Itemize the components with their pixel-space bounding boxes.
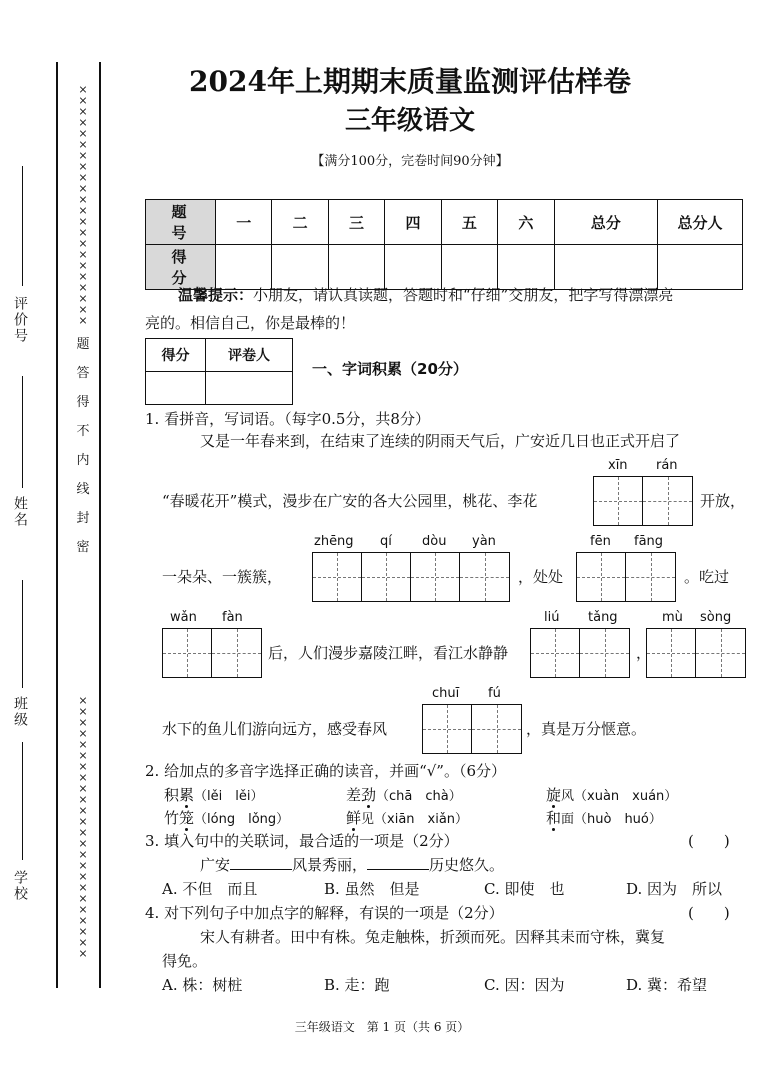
q1-prompt: 1. 看拼音，写词语。（每字0.5分，共8分） <box>145 410 430 428</box>
q1-passage-line-1: 又是一年春来到，在结束了连续的阴雨天气后，广安近几日也正式开启了 <box>200 432 681 450</box>
q2-item-1[interactable] <box>164 784 263 808</box>
seal-char: 封 <box>76 511 90 526</box>
score-table-col: 三 <box>328 200 384 245</box>
seal-char: 题 <box>76 337 90 352</box>
q3-sentence-part: 广安 <box>200 856 231 874</box>
q3-prompt: 3. 填入句中的关联词，最合适的一项是（2分） <box>145 832 459 850</box>
grader-table-score-header: 得分 <box>146 339 206 372</box>
pinyin-chui: chuī <box>432 686 460 701</box>
school-field[interactable] <box>22 742 23 860</box>
grader-table <box>145 338 293 405</box>
pinyin-fang: fāng <box>634 534 664 549</box>
q2-item-dotted-char: 笼 <box>179 809 195 827</box>
score-cell[interactable] <box>385 245 441 290</box>
exam-title: 2024年上期期末质量监测评估样卷 <box>189 65 631 98</box>
q4-option-b[interactable]: B. 走：跑 <box>324 976 390 994</box>
seal-char: 得 <box>76 395 90 410</box>
q3-sentence-part: 风景秀丽， <box>292 856 368 874</box>
score-cell[interactable] <box>441 245 497 290</box>
score-table-header-row <box>146 200 743 245</box>
answer-box-fenfang[interactable] <box>576 552 676 602</box>
q4-prompt: 4. 对下列句子中加点字的解释，有误的一项是（2分） <box>145 904 504 922</box>
q2-item-options[interactable]: 面（huò huó） <box>561 812 662 827</box>
q4-option-c[interactable]: C. 因：因为 <box>484 976 565 994</box>
score-cell[interactable] <box>554 245 657 290</box>
q3-sentence <box>200 854 504 876</box>
q2-item-options[interactable]: （lóng lǒng） <box>194 812 290 827</box>
seal-char: 内 <box>76 453 90 468</box>
q2-item-dotted-char: 旋 <box>546 786 562 804</box>
class-label: 班级 <box>12 696 28 728</box>
seal-char: 密 <box>76 540 90 555</box>
pinyin-wan: wǎn <box>170 610 197 625</box>
q2-item-options[interactable]: （lěi lěi） <box>194 789 264 804</box>
page-footer: 三年级语文 第 1 页（共 6 页） <box>294 1020 470 1034</box>
score-cell[interactable] <box>328 245 384 290</box>
pinyin-yan: yàn <box>472 534 496 549</box>
score-table-col: 二 <box>272 200 328 245</box>
score-table-col: 总分人 <box>658 200 743 245</box>
q2-item-pre: 竹 <box>164 809 180 827</box>
q3-option-b[interactable]: B. 虽然 但是 <box>324 880 420 898</box>
tip-line-1 <box>178 284 673 306</box>
name-label: 姓名 <box>12 496 28 528</box>
seal-x-marks-top: × × × × × × × × × × × × × × × × × × × × × × <box>78 83 88 327</box>
exam-subtitle: 三年级语文 <box>344 106 475 136</box>
q2-item-pre: 差 <box>346 786 362 804</box>
q4-answer-paren[interactable]: ( ) <box>688 904 730 922</box>
seal-text <box>76 330 90 562</box>
q1-passage-line-3c: 。吃过 <box>684 568 730 586</box>
score-table-col: 五 <box>441 200 497 245</box>
q2-item-pre: 积 <box>164 786 180 804</box>
grader-name-cell[interactable] <box>205 372 292 405</box>
q2-item-3[interactable] <box>546 784 677 808</box>
score-table-col: 六 <box>498 200 554 245</box>
pinyin-dou: dòu <box>422 534 447 549</box>
q4-option-d[interactable]: D. 冀：希望 <box>626 976 708 994</box>
seal-char: 答 <box>76 366 90 381</box>
pinyin-fen: fēn <box>590 534 611 549</box>
pinyin-ran: rán <box>656 458 678 473</box>
answer-box-musong[interactable] <box>646 628 746 678</box>
pinyin-mu: mù <box>662 610 683 625</box>
pinyin-liu: liú <box>544 610 560 625</box>
binding-line-inner <box>99 62 101 988</box>
grader-score-cell[interactable] <box>146 372 206 405</box>
answer-box-chuifu[interactable] <box>422 704 522 754</box>
score-cell[interactable] <box>272 245 328 290</box>
q3-option-d[interactable]: D. 因为 所以 <box>626 880 723 898</box>
q2-item-dotted-char: 鲜 <box>346 809 362 827</box>
answer-box-xinran[interactable] <box>593 476 693 526</box>
pinyin-song: sòng <box>700 610 732 625</box>
score-table-col: 一 <box>216 200 272 245</box>
class-field[interactable] <box>22 580 23 688</box>
score-cell[interactable] <box>498 245 554 290</box>
q4-passage-line-1: 宋人有耕者。田中有株。兔走触株，折颈而死。因释其耒而守株，冀复 <box>200 928 666 946</box>
q4-passage-line-2: 得免。 <box>162 952 208 970</box>
q2-item-dotted-char: 累 <box>179 786 195 804</box>
q3-blank-1[interactable] <box>230 855 292 870</box>
score-table <box>145 199 743 290</box>
score-table-score-row <box>146 245 743 290</box>
grader-table-grader-header: 评卷人 <box>205 339 292 372</box>
tip-label: 温馨提示： <box>178 286 254 304</box>
q4-option-a[interactable]: A. 株：树桩 <box>162 976 243 994</box>
evaluation-no-field[interactable] <box>22 166 23 286</box>
q3-answer-paren[interactable]: ( ) <box>688 832 730 850</box>
q1-passage-line-3b: ，处处 <box>518 568 564 586</box>
q2-item-dotted-char: 和 <box>546 809 562 827</box>
q2-item-options[interactable]: （chā chà） <box>376 789 462 804</box>
q1-passage-line-5a: 水下的鱼儿们游向远方，感受春风 <box>162 720 388 738</box>
q1-passage-line-2a: “春暖花开”模式，漫步在广安的各大公园里，桃花、李花 <box>162 492 538 510</box>
pinyin-zheng: zhēng <box>314 534 354 549</box>
binding-line-outer <box>56 62 58 988</box>
exam-note: 【满分100分，完卷时间90分钟】 <box>311 154 509 169</box>
name-field[interactable] <box>22 376 23 488</box>
q2-item-6[interactable] <box>546 807 662 831</box>
school-label: 学校 <box>12 870 28 902</box>
score-cell[interactable] <box>658 245 743 290</box>
q2-item-options[interactable]: 风（xuàn xuán） <box>561 789 678 804</box>
q1-passage-line-3a: 一朵朵、一簇簇， <box>162 568 283 586</box>
q2-item-5[interactable] <box>346 807 468 831</box>
evaluation-no-label: 评价号 <box>12 296 28 344</box>
seal-char: 不 <box>76 424 90 439</box>
q2-prompt: 2. 给加点的多音字选择正确的读音，并画“√”。（6分） <box>145 762 507 780</box>
score-table-row-label: 得 分 <box>146 245 216 290</box>
pinyin-fan: fàn <box>222 610 243 625</box>
q1-passage-line-4a: 后，人们漫步嘉陵江畔，看江水静静 <box>268 644 509 662</box>
answer-box-zhengqidouyan[interactable] <box>312 552 510 602</box>
pinyin-xin: xīn <box>608 458 628 473</box>
score-table-col: 总分 <box>554 200 657 245</box>
q2-item-4[interactable] <box>164 807 289 831</box>
answer-box-liutang[interactable] <box>530 628 630 678</box>
pinyin-qi: qí <box>380 534 392 549</box>
q1-passage-line-4b: ， <box>636 644 652 662</box>
pinyin-fu: fú <box>488 686 501 701</box>
q3-option-a[interactable]: A. 不但 而且 <box>162 880 258 898</box>
q3-blank-2[interactable] <box>367 855 429 870</box>
q1-passage-line-2b: 开放， <box>700 492 746 510</box>
q2-item-2[interactable] <box>346 784 462 808</box>
score-table-row-label: 题 号 <box>146 200 216 245</box>
section-1-heading: 一、字词积累（20分） <box>312 360 468 378</box>
tip-line-2: 亮的。相信自己，你是最棒的！ <box>145 314 356 332</box>
score-table-col: 四 <box>385 200 441 245</box>
q2-item-dotted-char: 劲 <box>361 786 377 804</box>
q3-option-c[interactable]: C. 即使 也 <box>484 880 565 898</box>
answer-box-wanfan[interactable] <box>162 628 262 678</box>
q1-passage-line-5b: ，真是万分惬意。 <box>526 720 647 738</box>
seal-x-marks-bottom: × × × × × × × × × × × × × × × × × × × × × × × × <box>78 694 88 960</box>
seal-char: 线 <box>76 482 90 497</box>
q2-item-options[interactable]: 见（xiān xiǎn） <box>361 812 469 827</box>
q3-sentence-part: 历史悠久。 <box>429 856 505 874</box>
tip-text: 小朋友，请认真读题，答题时和“仔细”交朋友，把字写得漂漂亮 <box>253 286 674 304</box>
pinyin-tang: tǎng <box>588 610 618 625</box>
